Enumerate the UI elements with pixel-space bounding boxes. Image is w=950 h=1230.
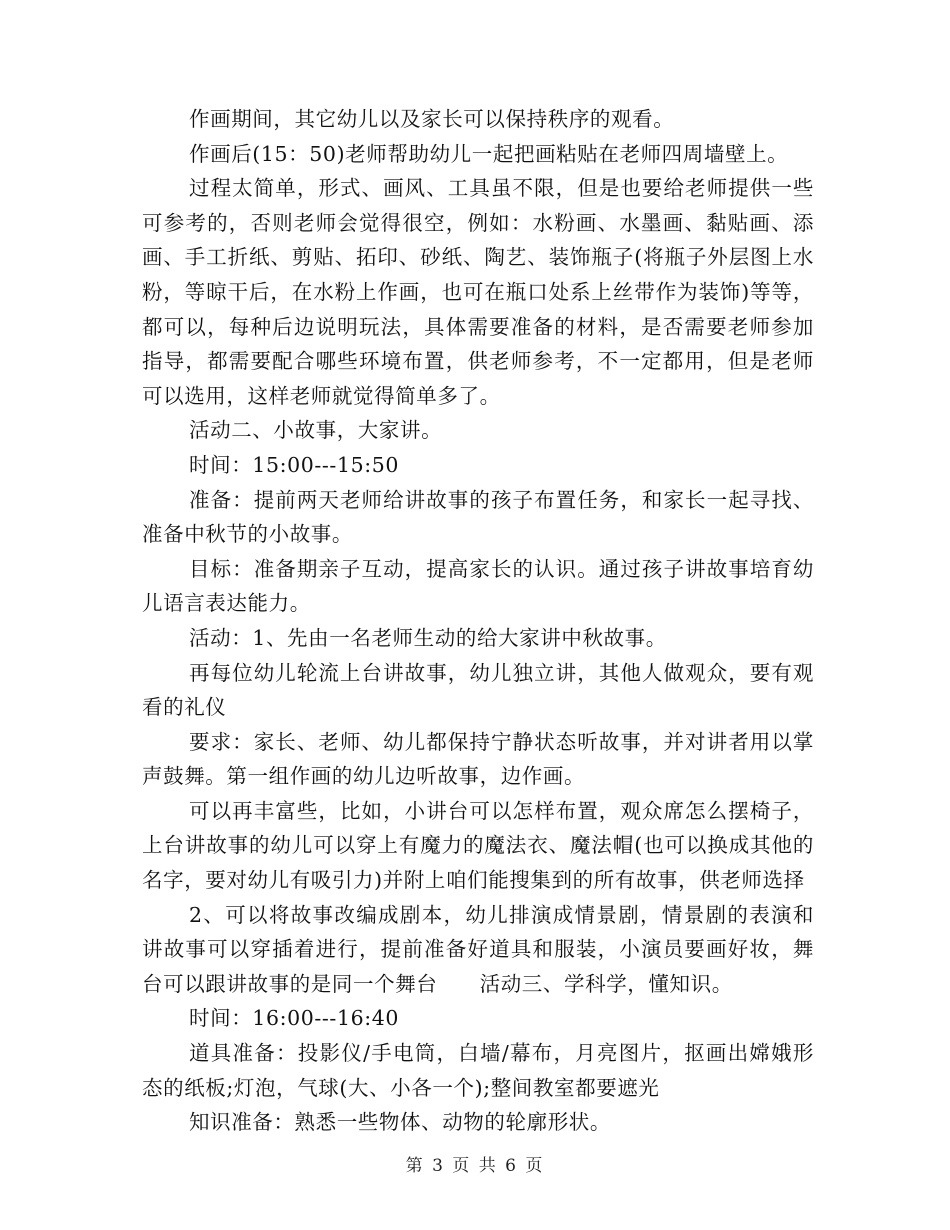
paragraph-activity-three-time: 时间：16:00---16:40	[189, 1006, 400, 1031]
paragraph-drawing-period: 作画期间，其它幼儿以及家长可以保持秩序的观看。	[189, 107, 675, 131]
paragraph-after-drawing: 作画后(15：50)老师帮助幼儿一起把画粘贴在老师四周墙壁上。	[189, 141, 789, 166]
paragraph-process-note: 过程太简单，形式、画风、工具虽不限，但是也要给老师提供一些可参考的，否则老师会觉得很空，例如：水粉画、水墨画、黏贴画、添画、手工折纸、剪贴、拓印、砂纸、陶艺、装饰瓶子(将瓶子外层图上水粉，等晾干后，在水粉上作画，也可在瓶口处系上丝带作为装饰)等等，都可以，每种后边说明玩法，具体需要准备的材料，是否需要老师参加指导，都需要配合哪些环境布置，供老师参考，不一定都用，但是老师可以选用，这样老师就觉得简单多了。	[142, 176, 814, 408]
paragraph-drama-and-activity-three: 2、可以将故事改编成剧本，幼儿排演成情景剧，情景剧的表演和讲故事可以穿插着进行，提前准备好道具和服装，小演员要画好妆，舞台可以跟讲故事的是同一个舞台 活动三、学科学，懂知识。	[142, 902, 814, 996]
paragraph-activity-two-goal: 目标：准备期亲子互动，提高家长的认识。通过孩子讲故事培育幼儿语言表达能力。	[142, 556, 814, 616]
paragraph-activity-two-prep: 准备：提前两天老师给讲故事的孩子布置任务，和家长一起寻找、准备中秋节的小故事。	[142, 487, 814, 547]
paragraph-activity-two-requirements: 要求：家长、老师、幼儿都保持宁静状态听故事，并对讲者用以掌声鼓舞。第一组作画的幼儿边听故事，边作画。	[142, 729, 814, 789]
paragraph-activity-two-step-one: 活动：1、先由一名老师生动的给大家讲中秋故事。	[189, 625, 667, 650]
page-number-footer: 第 3 页 共 6 页	[405, 1156, 545, 1176]
paragraph-activity-two-turns: 再每位幼儿轮流上台讲故事，幼儿独立讲，其他人做观众，要有观看的礼仪	[142, 660, 814, 720]
paragraph-enrichment-note: 可以再丰富些，比如，小讲台可以怎样布置，观众席怎么摆椅子，上台讲故事的幼儿可以穿上有魔力的魔法衣、魔法帽(也可以换成其他的名字，要对幼儿有吸引力)并附上咱们能搜集到的所有故事，供老师选择	[142, 798, 814, 893]
paragraph-props-prep: 道具准备：投影仪/手电筒，白墙/幕布，月亮图片，抠画出嫦娥形态的纸板;灯泡，气球(大、小各一个);整间教室都要遮光	[142, 1041, 814, 1100]
paragraph-knowledge-prep: 知识准备：熟悉一些物体、动物的轮廓形状。	[189, 1110, 611, 1135]
document-body	[142, 102, 814, 1140]
paragraph-activity-two-time: 时间：15:00---15:50	[189, 452, 400, 477]
paragraph-activity-two-title: 活动二、小故事，大家讲。	[189, 418, 443, 443]
